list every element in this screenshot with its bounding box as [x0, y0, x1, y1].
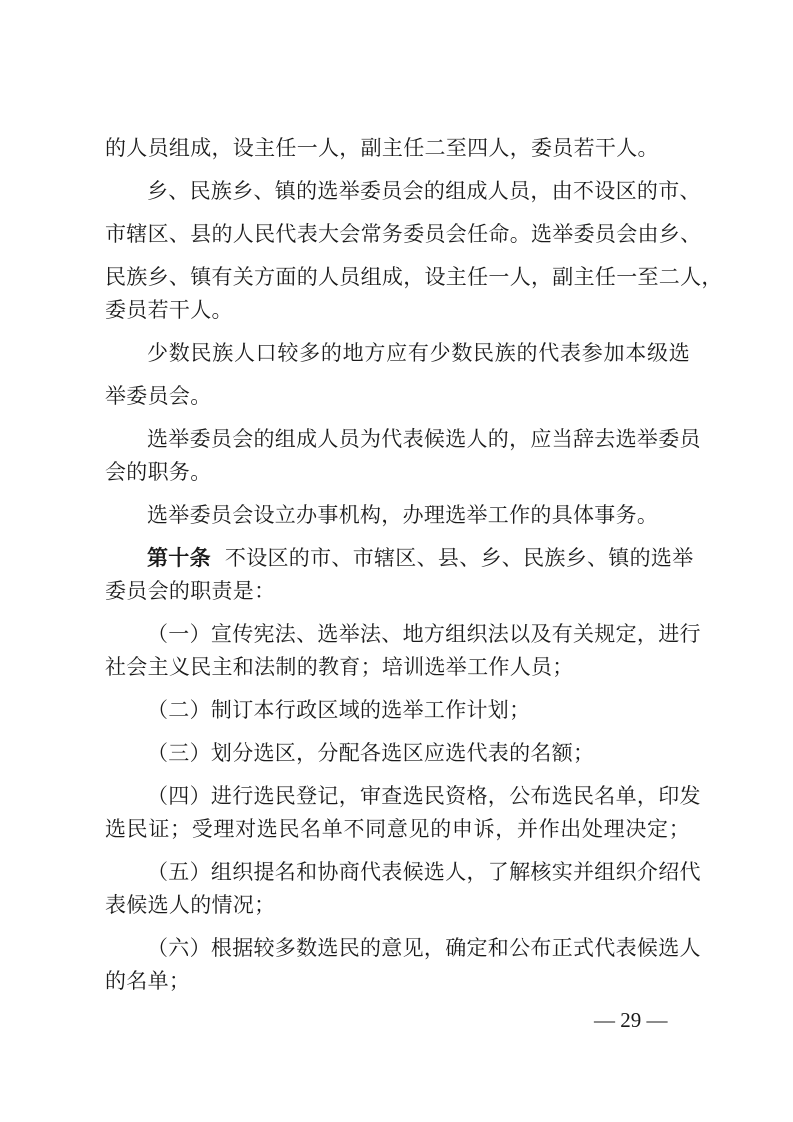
text-line: 民族乡、镇有关方面的人员组成，设主任一人，副主任一至二人， — [105, 265, 723, 289]
text-line: 乡、民族乡、镇的选举委员会的组成人员，由不设区的市、 — [147, 179, 701, 203]
text-line: 委员若干人。 — [105, 298, 233, 322]
text-line: 表候选人的情况； — [105, 893, 276, 917]
article-text: 不设区的市、市辖区、县、乡、民族乡、镇的选举 — [224, 546, 694, 570]
list-item: （二）制订本行政区域的选举工作计划； — [147, 698, 531, 722]
text-line: 选举委员会设立办事机构，办理选举工作的具体事务。 — [147, 503, 659, 527]
article-label: 第十条 — [147, 546, 211, 570]
text-line: 少数民族人口较多的地方应有少数民族的代表参加本级选 — [147, 341, 690, 365]
text-line: 的名单； — [105, 969, 191, 993]
page-number: — 29 — — [594, 1008, 668, 1032]
text-line: 委员会的职责是： — [105, 579, 276, 603]
article-line — [147, 544, 694, 572]
list-item: （六）根据较多数选民的意见，确定和公布正式代表候选人 — [147, 936, 701, 960]
text-line: 举委员会。 — [105, 384, 212, 408]
list-item: （四）进行选民登记，审查选民资格，公布选民名单，印发 — [147, 784, 701, 808]
list-item: （五）组织提名和协商代表候选人，了解核实并组织介绍代 — [147, 860, 701, 884]
text-line: 社会主义民主和法制的教育；培训选举工作人员； — [105, 655, 574, 679]
list-item: （一）宣传宪法、选举法、地方组织法以及有关规定，进行 — [147, 622, 701, 646]
text-line: 会的职务。 — [105, 460, 212, 484]
text-line: 的人员组成，设主任一人，副主任二至四人，委员若干人。 — [105, 136, 659, 160]
text-line: 选举委员会的组成人员为代表候选人的，应当辞去选举委员 — [147, 427, 701, 451]
list-item: （三）划分选区，分配各选区应选代表的名额； — [147, 741, 595, 765]
text-line: 市辖区、县的人民代表大会常务委员会任命。选举委员会由乡、 — [105, 222, 702, 246]
text-line: 选民证；受理对选民名单不同意见的申诉，并作出处理决定； — [105, 817, 690, 841]
